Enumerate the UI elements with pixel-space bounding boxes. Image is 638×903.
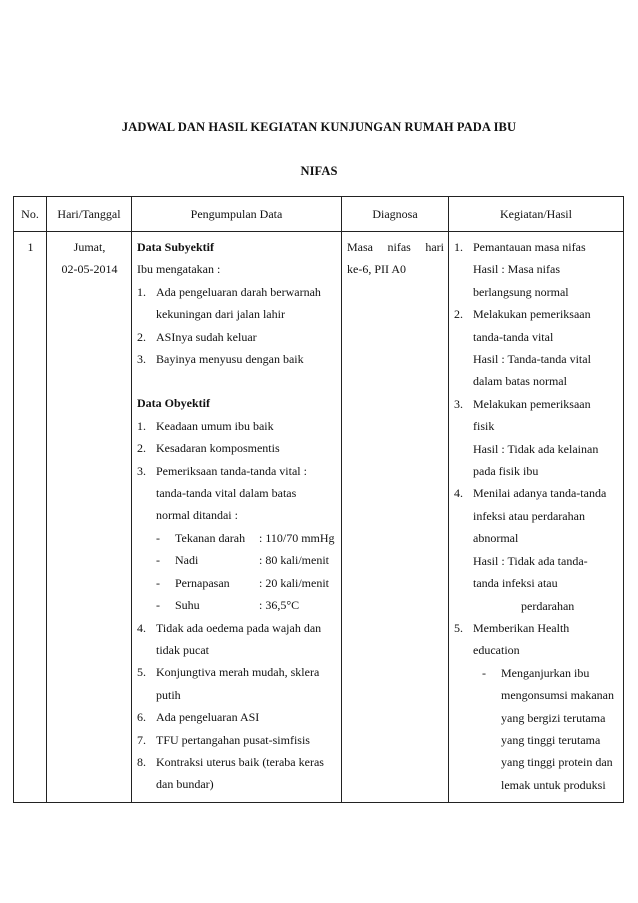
list-item-text: Ada pengeluaran ASI	[156, 710, 260, 725]
list-item	[137, 460, 337, 527]
visit-schedule-table	[13, 196, 624, 803]
list-item-text: Memberikan Health	[473, 620, 570, 635]
activity-item	[454, 617, 619, 662]
list-item-text: Ada pengeluaran darah berwarnah	[156, 284, 321, 299]
list-number: 2.	[454, 307, 463, 322]
list-item	[137, 661, 337, 706]
cell-no	[14, 232, 47, 803]
list-item	[137, 617, 337, 662]
day-label: Jumat,	[73, 240, 106, 254]
list-item-text: Pemeriksaan tanda-tanda vital :	[156, 463, 307, 478]
list-item-text: Menilai adanya tanda-tanda	[473, 486, 607, 501]
list-item-text: lemak untuk produksi	[501, 777, 606, 792]
vital-sign-value: : 80 kali/menit	[259, 553, 329, 568]
list-item-text: mengonsumsi makanan	[501, 688, 614, 703]
education-list	[454, 662, 619, 796]
list-item-text: normal ditandai :	[156, 508, 238, 523]
vital-sign-value: : 36,5°C	[259, 598, 300, 613]
header-activities: Kegiatan/Hasil	[449, 197, 624, 232]
vital-signs-list	[137, 527, 337, 617]
dash-marker: -	[156, 598, 160, 613]
list-item-text: TFU pertangahan pusat-simfisis	[156, 732, 310, 747]
date-label: 02-05-2014	[61, 262, 118, 277]
list-number: 3.	[137, 463, 146, 478]
vital-sign-label: Suhu	[175, 598, 200, 613]
list-item-text: Menganjurkan ibu	[501, 665, 590, 680]
header-data-collection: Pengumpulan Data	[132, 197, 342, 232]
list-item-text: Keadaan umum ibu baik	[156, 418, 274, 433]
diagnosis-line: ke-6, PII A0	[347, 262, 406, 277]
list-item-text: Hasil : Masa nifas	[473, 262, 560, 277]
list-number: 1.	[137, 418, 146, 433]
dash-marker: -	[156, 575, 160, 590]
list-item	[137, 751, 337, 796]
list-item-text: Hasil : Tidak ada tanda-	[473, 553, 588, 568]
cell-data-collection	[132, 232, 342, 803]
list-item-text: Kontraksi uterus baik (teraba keras	[156, 754, 324, 769]
list-item-text: fisik	[473, 419, 495, 434]
list-item-text: ASInya sudah keluar	[156, 329, 257, 344]
subjective-list	[137, 281, 337, 371]
activity-item	[454, 236, 619, 303]
header-date: Hari/Tanggal	[47, 197, 132, 232]
list-item-text: education	[473, 643, 520, 658]
list-item-text: tanda-tanda vital dalam batas	[156, 486, 297, 501]
list-number: 1.	[454, 240, 463, 254]
cell-date	[47, 232, 132, 803]
list-number: 1.	[137, 284, 146, 299]
list-item-text: Kesadaran komposmentis	[156, 441, 280, 456]
list-item-text: pada fisik ibu	[473, 464, 539, 479]
list-number: 6.	[137, 710, 146, 725]
list-item-text: dan bundar)	[156, 777, 214, 792]
list-item-text: Melakukan pemeriksaan	[473, 307, 591, 322]
list-item-text: yang tinggi terutama	[501, 732, 601, 747]
education-item	[482, 662, 619, 796]
list-item	[137, 326, 337, 348]
list-item-text: Hasil : Tanda-tanda vital	[473, 352, 591, 367]
list-item	[137, 706, 337, 728]
list-item	[137, 415, 337, 437]
vital-sign-label: Nadi	[175, 553, 199, 568]
list-item-text: Melakukan pemeriksaan	[473, 396, 591, 411]
vital-sign-label: Tekanan darah	[175, 530, 246, 545]
dash-marker: -	[156, 530, 160, 545]
vital-sign-item	[156, 594, 337, 616]
header-diagnosis: Diagnosa	[342, 197, 449, 232]
activity-item	[454, 482, 619, 616]
list-number: 2.	[137, 441, 146, 456]
list-item	[137, 729, 337, 751]
list-item-text: kekuningan dari jalan lahir	[156, 307, 285, 322]
document-title: JADWAL DAN HASIL KEGIATAN KUNJUNGAN RUMAH PADA IBU	[121, 120, 517, 134]
list-item-text: berlangsung normal	[473, 284, 569, 299]
list-item-text: yang tinggi protein dan	[501, 755, 613, 770]
activity-item	[454, 303, 619, 393]
list-item-text: infeksi atau perdarahan	[473, 508, 585, 523]
vital-sign-item	[156, 527, 337, 549]
list-number: 3.	[454, 396, 463, 411]
list-item-text: putih	[156, 687, 181, 702]
list-item	[137, 281, 337, 326]
list-number: 4.	[454, 486, 463, 501]
list-number: 3.	[137, 352, 146, 367]
list-item	[137, 437, 337, 459]
list-item-text: Konjungtiva merah mudah, sklera	[156, 665, 320, 680]
diagnosis-line: Masa nifas hari	[347, 240, 444, 254]
document-title-continued: NIFAS	[300, 164, 338, 178]
activity-item	[454, 393, 619, 483]
vital-sign-item	[156, 572, 337, 594]
vital-sign-value: : 110/70 mmHg	[259, 530, 335, 545]
vital-sign-label: Pernapasan	[175, 575, 230, 590]
list-number: 7.	[137, 732, 146, 747]
list-item-text: abnormal	[473, 531, 519, 546]
vital-sign-item	[156, 549, 337, 571]
dash-marker: -	[482, 665, 486, 680]
list-item-text: dalam batas normal	[473, 374, 567, 389]
list-item	[137, 348, 337, 370]
list-item-text: tanda-tanda vital	[473, 329, 554, 344]
list-item-text: yang bergizi terutama	[501, 710, 606, 725]
table-row	[14, 232, 624, 803]
list-number: 2.	[137, 329, 146, 344]
activities-list	[454, 236, 619, 662]
table-header-row	[14, 197, 624, 232]
list-item-text: tanda infeksi atau	[473, 576, 558, 591]
objective-heading: Data Obyektif	[137, 396, 210, 411]
list-number: 8.	[137, 754, 146, 769]
row-number: 1	[27, 240, 34, 254]
list-number: 5.	[454, 620, 463, 635]
list-item-text: Bayinya menyusu dengan baik	[156, 352, 304, 367]
cell-activities	[449, 232, 624, 803]
list-item-text: tidak pucat	[156, 642, 209, 657]
list-item-text: Tidak ada oedema pada wajah dan	[156, 620, 322, 635]
list-item-text: perdarahan	[521, 598, 575, 613]
cell-diagnosis	[342, 232, 449, 803]
subjective-intro: Ibu mengatakan :	[137, 262, 221, 277]
subjective-heading: Data Subyektif	[137, 240, 215, 254]
list-number: 4.	[137, 620, 146, 635]
vital-sign-value: : 20 kali/menit	[259, 575, 329, 590]
dash-marker: -	[156, 553, 160, 568]
list-item-text: Hasil : Tidak ada kelainan	[473, 441, 599, 456]
list-number: 5.	[137, 665, 146, 680]
objective-list-continued	[137, 617, 337, 796]
objective-list	[137, 415, 337, 527]
list-item-text: Pemantauan masa nifas	[473, 240, 586, 254]
header-no: No.	[14, 197, 47, 232]
